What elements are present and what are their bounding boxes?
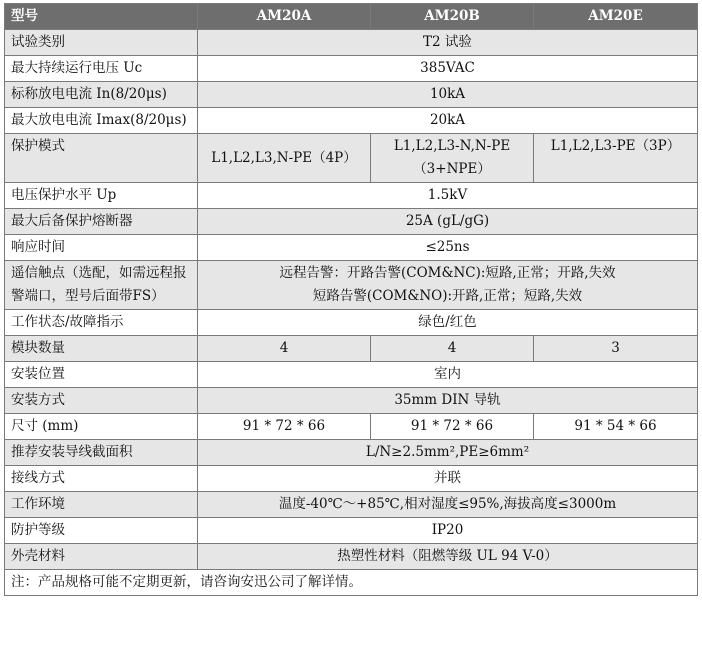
row-response	[5, 235, 698, 261]
row-remote	[5, 261, 698, 310]
mode-am20b: L1,L2,L3-N,N-PE（3+NPE）	[371, 134, 534, 183]
row-value: IP20	[198, 518, 698, 544]
row-fuse	[5, 209, 698, 235]
row-value	[198, 261, 698, 310]
row-note	[5, 570, 698, 596]
modules-am20a: 4	[198, 336, 371, 362]
row-value: 385VAC	[198, 56, 698, 82]
row-value: 绿色/红色	[198, 310, 698, 336]
row-label: 电压保护水平 Up	[5, 183, 198, 209]
header-model-am20a: AM20A	[198, 4, 371, 30]
row-size	[5, 414, 698, 440]
row-value: 35mm DIN 导轨	[198, 388, 698, 414]
mode-am20e: L1,L2,L3-PE（3P）	[534, 134, 698, 183]
row-location	[5, 362, 698, 388]
row-label: 推荐安装导线截面积	[5, 440, 198, 466]
row-imax	[5, 108, 698, 134]
row-label: 最大持续运行电压 Uc	[5, 56, 198, 82]
row-wiring	[5, 466, 698, 492]
row-value: L/N≥2.5mm²,PE≥6mm²	[198, 440, 698, 466]
size-am20a: 91 * 72 * 66	[198, 414, 371, 440]
header-model-label: 型号	[5, 4, 198, 30]
row-value: 10kA	[198, 82, 698, 108]
row-label: 保护模式	[5, 134, 198, 183]
row-env	[5, 492, 698, 518]
footnote: 注：产品规格可能不定期更新，请咨询安迅公司了解详情。	[5, 570, 698, 596]
row-label: 响应时间	[5, 235, 198, 261]
row-label: 最大放电电流 Imax(8/20μs)	[5, 108, 198, 134]
row-up	[5, 183, 698, 209]
row-label: 安装位置	[5, 362, 198, 388]
remote-line-1: 远程告警：开路告警(COM&NC):短路,正常；开路,失效	[279, 265, 616, 281]
row-label: 防护等级	[5, 518, 198, 544]
row-label: 试验类别	[5, 30, 198, 56]
header-model-am20b: AM20B	[371, 4, 534, 30]
row-value: 1.5kV	[198, 183, 698, 209]
size-am20b: 91 * 72 * 66	[371, 414, 534, 440]
row-label: 遥信触点（选配，如需远程报警端口，型号后面带FS）	[5, 261, 198, 310]
row-label: 模块数量	[5, 336, 198, 362]
row-shell	[5, 544, 698, 570]
row-value: T2 试验	[198, 30, 698, 56]
spec-table	[4, 3, 698, 596]
modules-am20b: 4	[371, 336, 534, 362]
modules-am20e: 3	[534, 336, 698, 362]
row-label: 外壳材料	[5, 544, 198, 570]
row-label: 标称放电电流 In(8/20μs)	[5, 82, 198, 108]
row-modules	[5, 336, 698, 362]
row-value: ≤25ns	[198, 235, 698, 261]
row-mode	[5, 134, 698, 183]
row-value: 室内	[198, 362, 698, 388]
size-am20e: 91 * 54 * 66	[534, 414, 698, 440]
header-row	[5, 4, 698, 30]
row-label: 安装方式	[5, 388, 198, 414]
row-value: 20kA	[198, 108, 698, 134]
row-mount	[5, 388, 698, 414]
row-indicator	[5, 310, 698, 336]
row-in	[5, 82, 698, 108]
row-uc	[5, 56, 698, 82]
row-ip	[5, 518, 698, 544]
row-test-class	[5, 30, 698, 56]
row-value: 并联	[198, 466, 698, 492]
remote-line-2: 短路告警(COM&NO):开路,正常；短路,失效	[312, 288, 583, 304]
row-label: 工作环境	[5, 492, 198, 518]
row-label: 接线方式	[5, 466, 198, 492]
mode-am20a: L1,L2,L3,N-PE（4P）	[198, 134, 371, 183]
row-value: 温度-40℃～+85℃,相对湿度≤95%,海拔高度≤3000m	[198, 492, 698, 518]
row-wire	[5, 440, 698, 466]
header-model-am20e: AM20E	[534, 4, 698, 30]
row-value: 25A (gL/gG)	[198, 209, 698, 235]
row-label: 工作状态/故障指示	[5, 310, 198, 336]
row-label: 尺寸 (mm)	[5, 414, 198, 440]
row-label: 最大后备保护熔断器	[5, 209, 198, 235]
row-value: 热塑性材料（阻燃等级 UL 94 V-0）	[198, 544, 698, 570]
